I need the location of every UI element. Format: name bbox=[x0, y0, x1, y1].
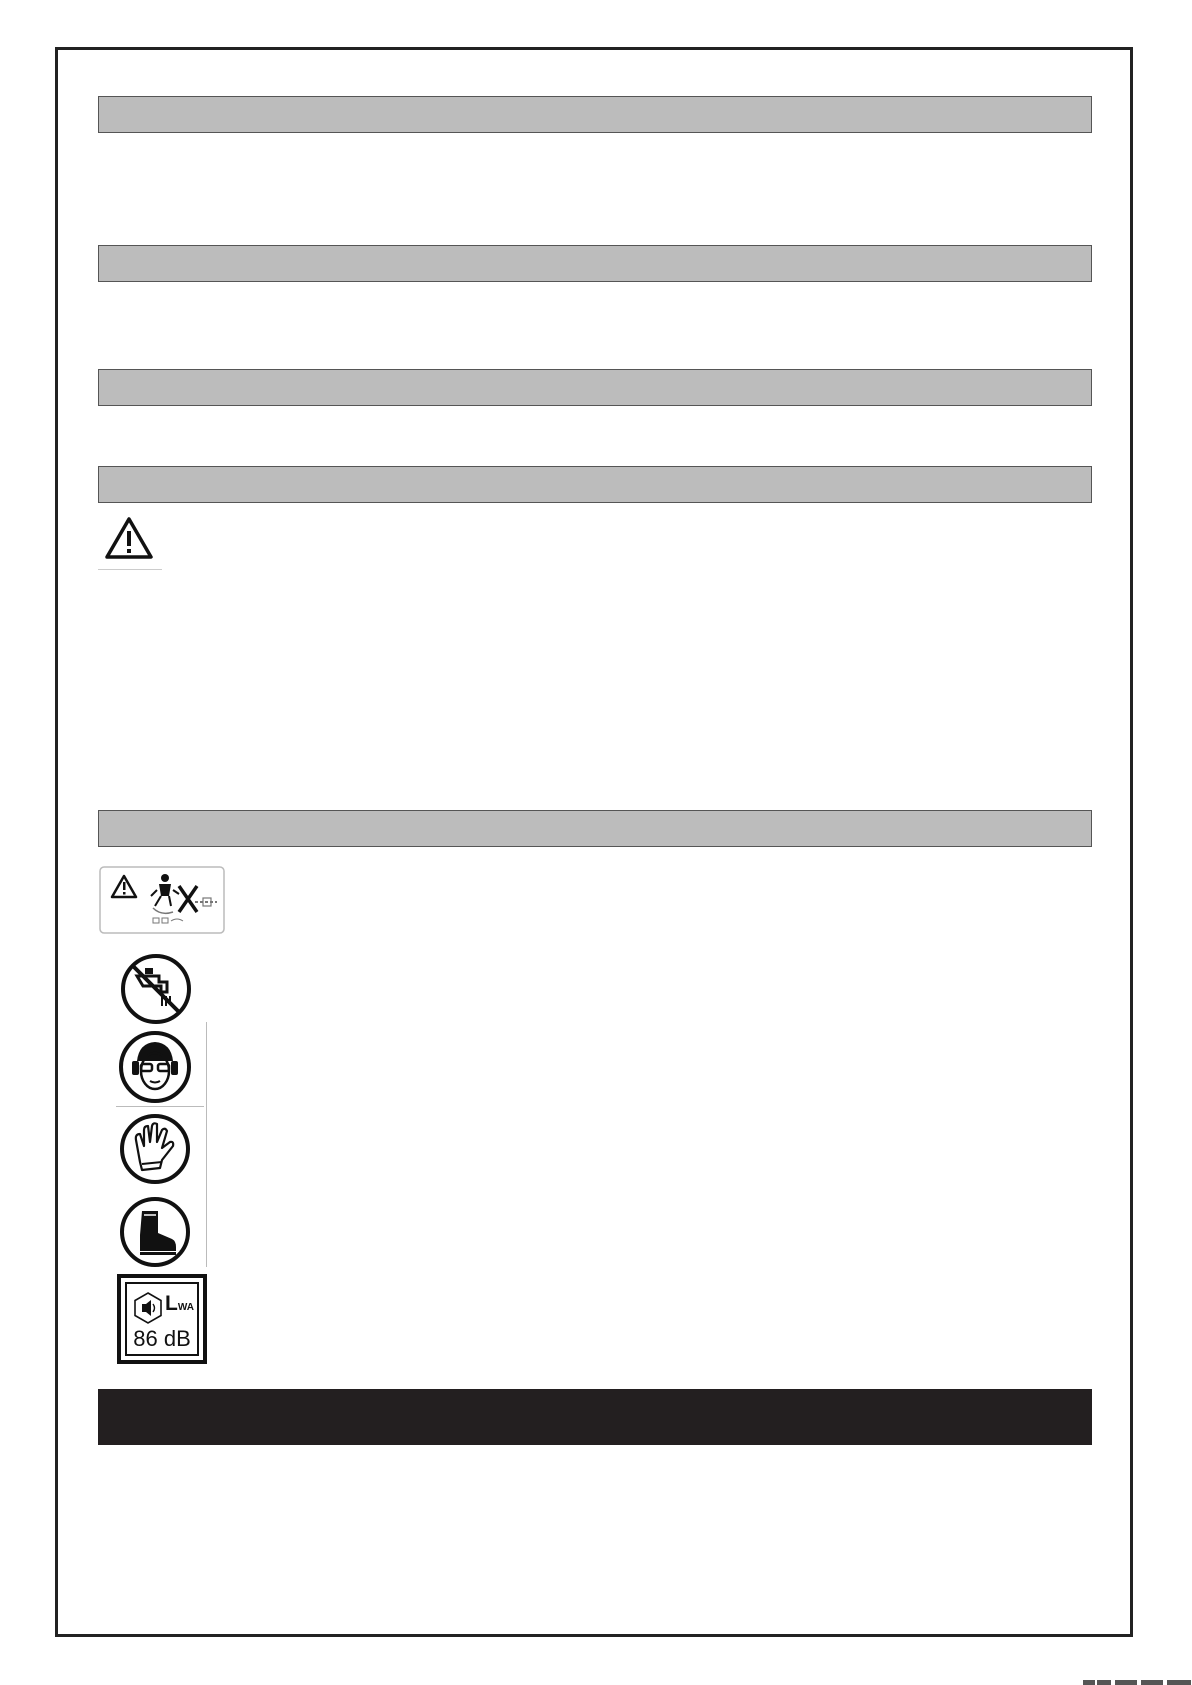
section-header-bar-1 bbox=[98, 96, 1092, 133]
wear-safety-boots-icon bbox=[118, 1195, 192, 1269]
page-edge-marks bbox=[1083, 1680, 1192, 1685]
section-header-bar-5 bbox=[98, 810, 1092, 847]
divider-line bbox=[206, 1107, 207, 1267]
warning-triangle-icon bbox=[104, 515, 154, 561]
warning-underline bbox=[98, 569, 162, 570]
divider-line bbox=[116, 1106, 204, 1107]
sound-power-level-icon bbox=[117, 1274, 207, 1364]
black-section-header-bar bbox=[98, 1389, 1092, 1445]
sound-power-level-value: 86 dB bbox=[133, 1326, 191, 1351]
section-header-bar-4 bbox=[98, 466, 1092, 503]
speaker-icon bbox=[131, 1291, 165, 1325]
no-spray-at-people-warning-icon bbox=[99, 866, 225, 934]
wear-gloves-icon bbox=[118, 1112, 192, 1186]
section-header-bar-3 bbox=[98, 369, 1092, 406]
lwa-label: L bbox=[165, 1292, 178, 1315]
face-and-ear-protection-icon bbox=[117, 1029, 193, 1105]
no-water-rinse-icon bbox=[119, 952, 193, 1026]
divider-line bbox=[206, 1022, 207, 1107]
lwa-subscript: WA bbox=[177, 1302, 194, 1313]
section-header-bar-2 bbox=[98, 245, 1092, 282]
